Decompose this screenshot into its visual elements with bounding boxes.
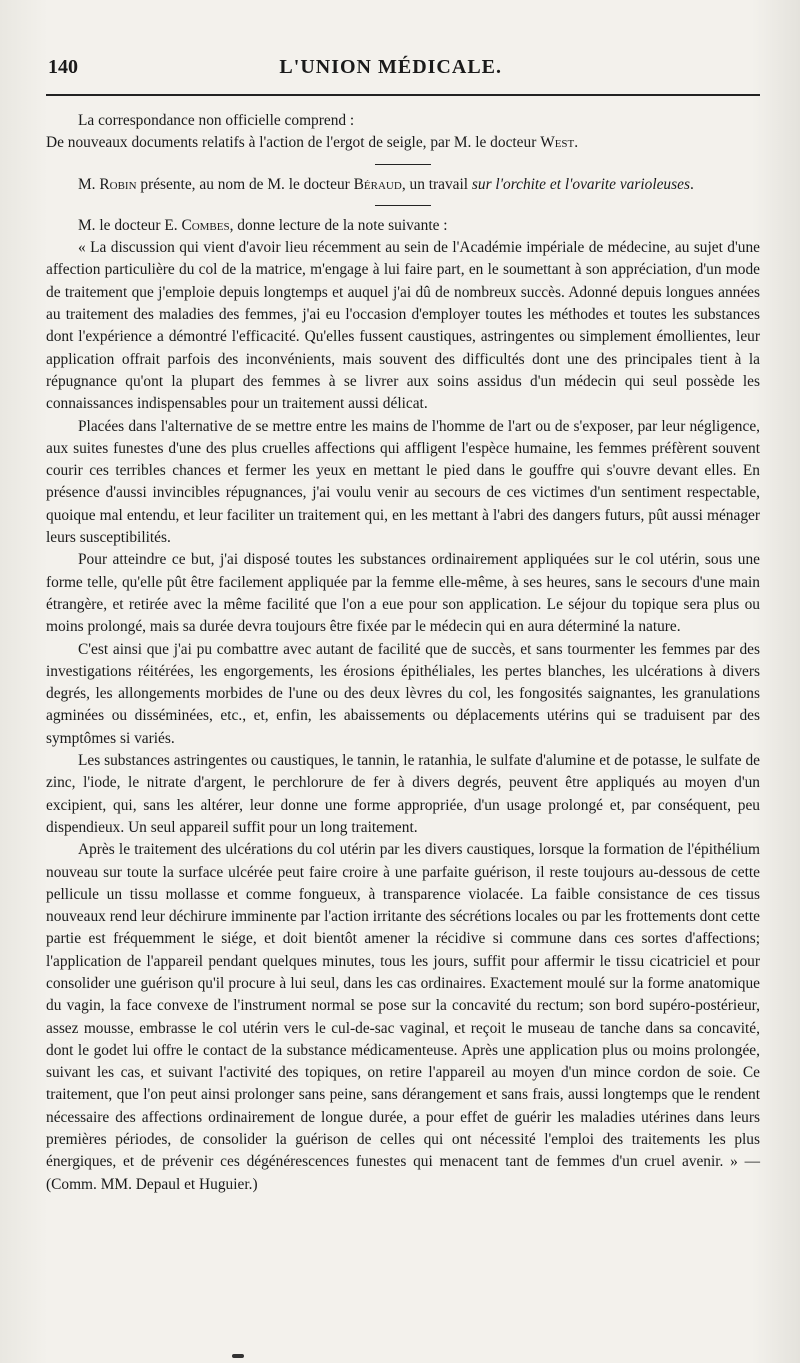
work-title: sur l'orchite et l'ovarite varioleuses — [471, 175, 690, 193]
robin-prefix: M. — [78, 175, 100, 193]
running-title: L'UNION MÉDICALE. — [279, 56, 502, 78]
intro-documents — [46, 132, 760, 154]
section-separator — [375, 164, 431, 165]
page-header — [46, 56, 760, 86]
paragraph: Après le traitement des ulcérations du col utérin par les divers caustiques, lorsque la formation de l'épithélium nouveau sur toute la surface ulcérée peut faire croire à une parfaite guérison, il reste toujours au-dessous de cette pellicule un tissu mollasse et comme fongueux, à transparence violacée. La faible consistance de ces tissus nouveaux rend leur déchirure imminente par l'action irritante des sécrétions locales ou par les frottements dont cette partie est fréquemment le siége, et doit bientôt amener la récidive si commune dans ces sortes d'affections; l'application de l'appareil pendant quelques minutes, tous les jours, suffit pour affermir le tissu cicatriciel et pour consolider une guérison qu'il procure à lui seul, dans les cas ordinaires. Exactement moulé sur la forme anatomique du vagin, la face convexe de l'instrument normal se pose sur la concavité du rectum; son bord supéro-postérieur, assez mousse, embrasse le col utérin vers le cul-de-sac vaginal, et reçoit le museau de tanche dans sa concavité, dont le godet lui offre le contact de la substance médicamenteuse. Après une application plus ou moins prolongée, suivant les cas, et suivant l'activité des topiques, on retire l'appareil au moyen d'un mince cordon de soie. Ce traitement, que l'on peut ainsi prolonger sans peine, sans dérangement et sans frais, aussi longtemps que le rendent nécessaire des affections ordinairement de longue durée, a pour effet de guérir les maladies utérines dans leurs premières périodes, de consolider la guérison de celles qui ont nécessité l'emploi des traitements les plus énergiques, et de prévenir ces dégénérescences funestes qui menacent tant de femmes d'un cruel avenir. » — (Comm. MM. Depaul et Huguier.) — [46, 841, 760, 1193]
robin-middle2: , un travail — [401, 175, 472, 193]
robin-middle: présente, au nom de M. le docteur — [136, 175, 354, 193]
combes-end: , donne lecture de la note suivante : — [229, 216, 448, 234]
combes-prefix: M. le docteur E. — [78, 216, 182, 234]
author-west: West — [540, 134, 575, 152]
author-beraud: Béraud — [353, 175, 402, 193]
paragraph: C'est ainsi que j'ai pu combattre avec autant de facilité que de succès, et sans tourmenter les femmes par des investigations réitérées, les engorgements, les érosions épithéliales, les pertes blanches, les ulcérations à divers degrés, les allongements morbides de l'une ou des deux lèvres du col, les fongosités saignantes, les granulations agminées ou disséminées, etc., et, enfin, les abaissements ou déplacements utérins qui se traduisent par des symptômes si variés. — [46, 640, 760, 747]
documents-end: . — [574, 134, 579, 152]
author-combes: Combes — [181, 216, 230, 234]
paragraph: Pour atteindre ce but, j'ai disposé toutes les substances ordinairement appliquées sur le col utérin, sous une forme telle, qu'elle pût être facilement appliquée par la femme elle-même, à ses heures, sans le secours d'une main étrangère, et retirée avec la même facilité que l'on a eue pour son application. Le séjour du topique sera plus ou moins prolongé, mais sa durée devra toujours être fixée par le médecin qui en aura déterminé la nature. — [46, 551, 760, 636]
header-rule — [46, 94, 760, 96]
article-body — [46, 110, 760, 1196]
section-separator — [375, 205, 431, 206]
page-mark — [232, 1354, 244, 1358]
paragraph: Placées dans l'alternative de se mettre entre les mains de l'homme de l'art ou de s'exposer, par leur négligence, aux suites funestes d'une des plus cruelles affections qui affligent l'espèce humaine, les femmes préfèrent souvent courir ces terribles chances et fermer les yeux en mettant le pied dans le gouffre qui s'ouvre devant elles. En présence d'aussi invincibles répugnances, j'ai voulu venir au secours de ces victimes d'un sentiment respectable, quoique mal entendu, et leur faciliter un traitement qui, en les mettant à l'abri des dangers futurs, pût aussi ménager leurs susceptibilités. — [46, 417, 760, 547]
paragraph: « La discussion qui vient d'avoir lieu récemment au sein de l'Académie impériale de médecine, au sujet d'une affection particulière du col de la matrice, m'engage à lui faire part, en le soumettant à son appréciation, d'un mode de traitement que j'emploie depuis longtemps et auquel j'ai dû de nombreux succès. Adonné depuis longues années au traitement des maladies des femmes, j'ai eu l'occasion d'employer toutes les méthodes et toutes les substances dont l'expérience a démontré l'efficacité. Qu'elles fussent caustiques, astringentes ou simplement émollientes, leur application offrait parfois des inconvénients, mais souvent des difficultés dont une des principales tient à la répugnance qu'ont la plupart des femmes à se livrer aux soins assidus d'un médecin qui seul possède les connaissances indispensables pour un traitement aussi délicat. — [46, 239, 760, 413]
combes-announcement — [46, 215, 760, 237]
robin-end: . — [689, 175, 694, 193]
intro-line: La correspondance non officielle comprend : — [78, 112, 355, 129]
robin-announcement — [46, 174, 760, 196]
author-robin: Robin — [99, 175, 137, 193]
documents-text: De nouveaux documents relatifs à l'action de l'ergot de seigle, par M. le docteur — [46, 134, 541, 152]
page-number: 140 — [48, 56, 78, 78]
paragraph: Les substances astringentes ou caustiques, le tannin, le ratanhia, le sulfate d'alumine et de potasse, le sulfate de zinc, l'iode, le nitrate d'argent, le perchlorure de fer à divers degrés, peuvent être appliqués au moyen d'un excipient, qui, sans les altérer, leur donne une forme appropriée, d'un usage prolongé et, par conséquent, peu dispendieux. Un seul appareil suffit pour un long traitement. — [46, 752, 760, 836]
